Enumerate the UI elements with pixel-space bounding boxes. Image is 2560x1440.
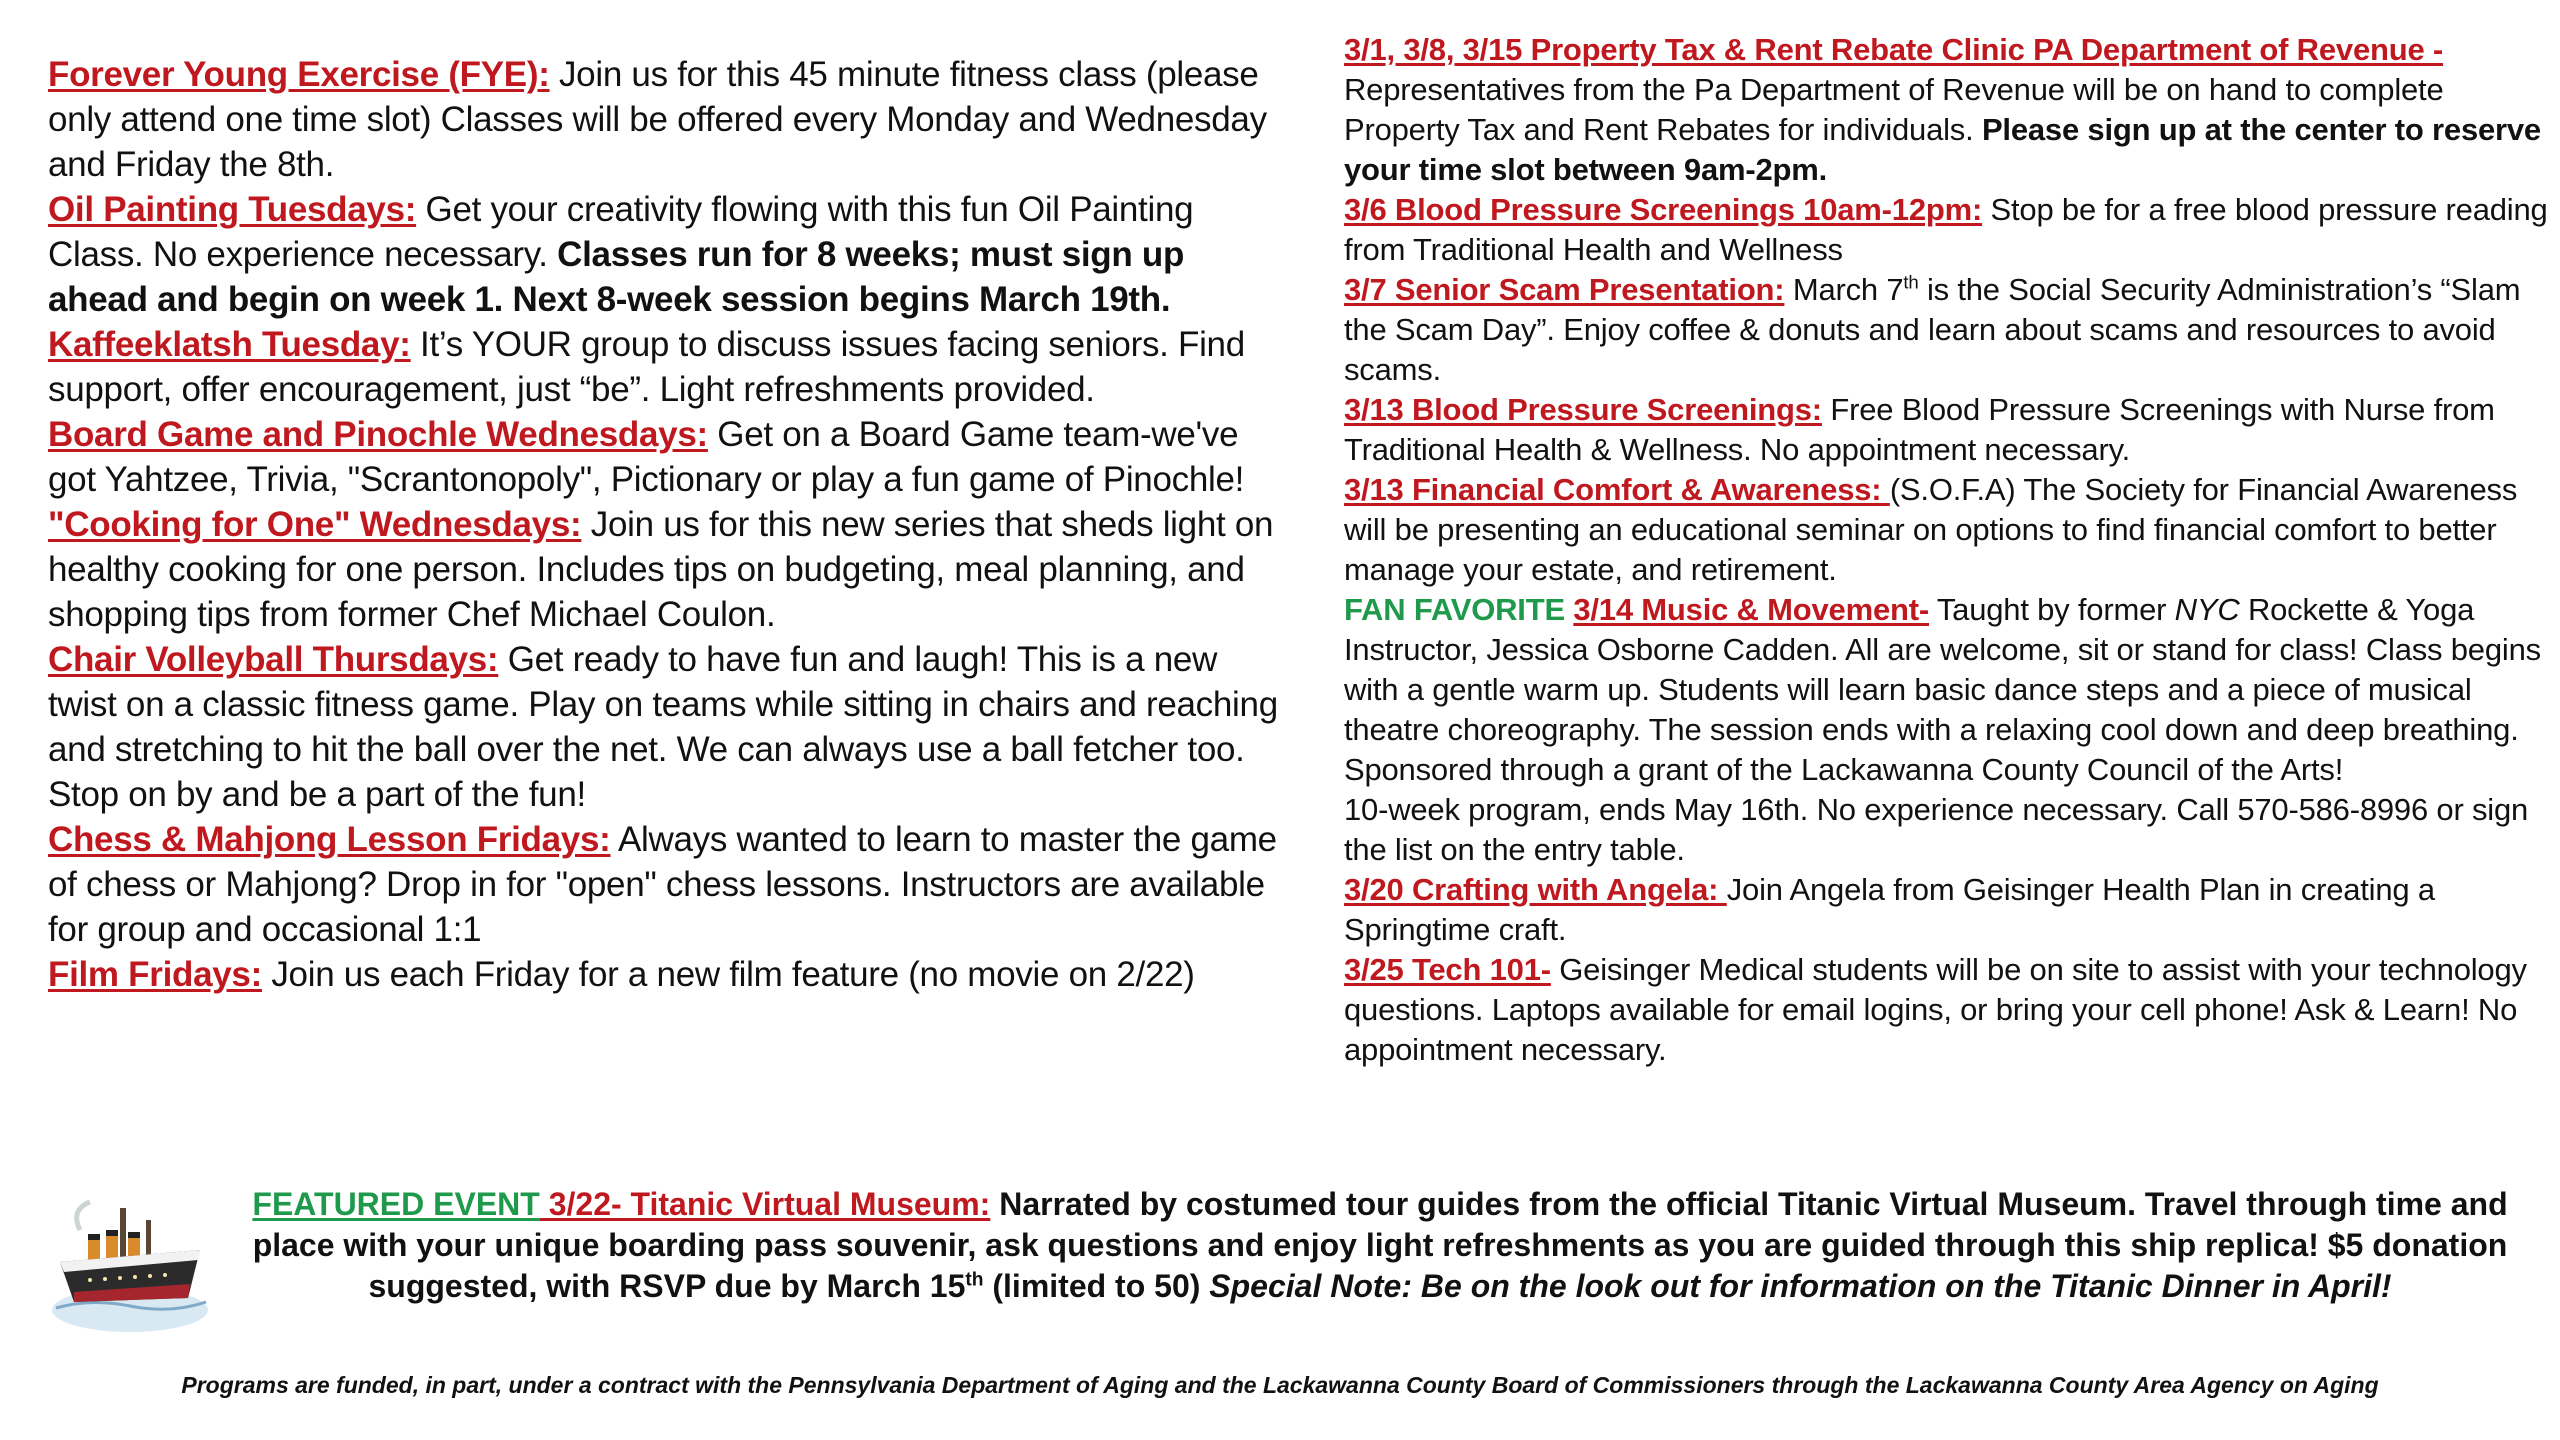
event-description: March 7: [1784, 272, 1904, 307]
event-description: Taught by former: [1929, 592, 2175, 627]
superscript: th: [1903, 271, 1919, 293]
program-cooking: [48, 502, 1288, 637]
funding-footer: Programs are funded, in part, under a contract with the Pennsylvania Department of Aging and the Lackawanna County Board of Commissioners through the Lackawanna County Area Agency on Aging: [181, 1372, 2379, 1398]
event-description: Join Angela from Geisinger Health Plan in creating a Springtime craft.: [1344, 872, 2435, 947]
program-fye: [48, 52, 1288, 187]
event-property-tax: [1344, 30, 2554, 190]
event-description-cont: is the Social Security Administration’s “Slam the Scam Day”. Enjoy coffee & donuts and learn about scams and resources to avoid scams.: [1344, 272, 2521, 387]
event-title: 3/13 Blood Pressure Screenings:: [1344, 392, 1822, 427]
program-film: [48, 952, 1288, 997]
featured-description-cont: (limited to 50): [983, 1268, 1210, 1304]
program-description: Get ready to have fun and laugh! This is a new twist on a classic fitness game. Play on teams while sitting in chairs and reaching and stretching to hit the ball over the net. We can always use a ball fetcher too. Stop on by and be a part of the fun!: [48, 640, 1278, 814]
program-chair-volleyball: [48, 637, 1288, 817]
program-description: Get on a Board Game team-we've got Yahtzee, Trivia, "Scrantonopoly", Pictionary or play a fun game of Pinochle!: [48, 415, 1245, 499]
program-chess-mahjong: [48, 817, 1288, 952]
event-title: 3/14 Music & Movement-: [1573, 592, 1929, 627]
featured-event: [230, 1184, 2530, 1307]
event-music: [1344, 590, 2554, 790]
event-title: 3/6 Blood Pressure Screenings 10am-12pm:: [1344, 192, 1983, 227]
featured-note: Special Note: Be on the look out for information on the Titanic Dinner in April!: [1209, 1268, 2392, 1304]
program-title: "Cooking for One" Wednesdays:: [48, 505, 582, 544]
featured-label: FEATURED EVENT: [252, 1186, 540, 1222]
program-title: Forever Young Exercise (FYE):: [48, 55, 550, 94]
program-title: Chess & Mahjong Lesson Fridays:: [48, 820, 611, 859]
event-title: 3/13 Financial Comfort & Awareness:: [1344, 472, 1890, 507]
event-description: (S.O.F.A) The Society for Financial Awareness will be presenting an educational seminar on options to find financial comfort to better manage your estate, and retirement.: [1344, 472, 2518, 587]
program-title: Film Fridays:: [48, 955, 262, 994]
event-tech: [1344, 950, 2554, 1070]
program-description: Join us each Friday for a new film feature (no movie on 2/22): [261, 955, 1195, 994]
program-description: Join us for this 45 minute fitness class (please only attend one time slot) Classes will be offered every Monday and Wednesday and Friday the 8th.: [48, 55, 1267, 184]
event-bp-3-6: [1344, 190, 2554, 270]
event-title: 3/7 Senior Scam Presentation:: [1344, 272, 1785, 307]
program-description: It’s YOUR group to discuss issues facing seniors. Find support, offer encouragement, just “be”. Light refreshments provided.: [48, 325, 1245, 409]
event-music-details: 10-week program, ends May 16th. No experience necessary. Call 570-586-8996 or sign the list on the entry table.: [1344, 792, 2529, 867]
program-title: Oil Painting Tuesdays:: [48, 190, 417, 229]
weekly-programs-column: [48, 52, 1288, 997]
event-italic: NYC: [2174, 592, 2240, 627]
event-title: 3/25 Tech 101-: [1344, 952, 1551, 987]
superscript: th: [965, 1269, 984, 1291]
program-description: Join us for this new series that sheds light on healthy cooking for one person. Includes tips on budgeting, meal planning, and shopping tips from former Chef Michael Coulon.: [48, 505, 1274, 634]
program-title: Board Game and Pinochle Wednesdays:: [48, 415, 708, 454]
program-note: Classes run for 8 weeks; must sign up ahead and begin on week 1. Next 8-week session begins March 19th.: [48, 235, 1185, 319]
program-oil-painting: [48, 187, 1288, 322]
program-description: Get your creativity flowing with this fun Oil Painting Class. No experience necessary.: [48, 190, 1194, 274]
event-financial: [1344, 470, 2554, 590]
fan-favorite-label: FAN FAVORITE: [1344, 592, 1574, 627]
program-title: Kaffeeklatsh Tuesday:: [48, 325, 411, 364]
event-title: 3/1, 3/8, 3/15 Property Tax & Rent Rebate Clinic PA Department of Revenue -: [1344, 32, 2444, 67]
program-title: Chair Volleyball Thursdays:: [48, 640, 499, 679]
titanic-ship-icon: [50, 1190, 210, 1340]
event-note: Please sign up at the center to reserve your time slot between 9am-2pm.: [1344, 112, 2541, 187]
featured-title: 3/22- Titanic Virtual Museum:: [539, 1186, 991, 1222]
program-board-game: [48, 412, 1288, 502]
event-description-cont: Rockette & Yoga Instructor, Jessica Osborne Cadden. All are welcome, sit or stand for class! Class begins with a gentle warm up. Students will learn basic dance steps and a piece of musical theatre choreography. The session ends with a relaxing cool down and deep breathing. Sponsored through a grant of the Lackawanna County Council of the Arts!: [1344, 592, 2541, 787]
event-description: Free Blood Pressure Screenings with Nurse from Traditional Health & Wellness. No appointment necessary.: [1344, 392, 2495, 467]
event-crafting: [1344, 870, 2554, 950]
featured-description: Narrated by costumed tour guides from the official Titanic Virtual Museum. Travel through time and place with your unique boarding pass souvenir, ask questions and enjoy light refreshments as you are guided through this ship replica! $5 donation suggested, with RSVP due by March 15: [252, 1186, 2508, 1304]
special-events-column: [1344, 30, 2554, 1070]
event-description: Geisinger Medical students will be on site to assist with your technology questions. Laptops available for email logins, or bring your cell phone! Ask & Learn! No appointment necessary.: [1344, 952, 2527, 1067]
event-title: 3/20 Crafting with Angela:: [1344, 872, 1727, 907]
program-description: Always wanted to learn to master the game of chess or Mahjong? Drop in for "open" chess lessons. Instructors are available for group and occasional 1:1: [48, 820, 1277, 949]
event-scam: [1344, 270, 2554, 390]
event-description: Representatives from the Pa Department of Revenue will be on hand to complete Property Tax and Rent Rebates for individuals.: [1344, 72, 2444, 147]
program-kaffeeklatsh: [48, 322, 1288, 412]
event-bp-3-13: [1344, 390, 2554, 470]
event-description: Stop be for a free blood pressure reading from Traditional Health and Wellness: [1344, 192, 2548, 267]
